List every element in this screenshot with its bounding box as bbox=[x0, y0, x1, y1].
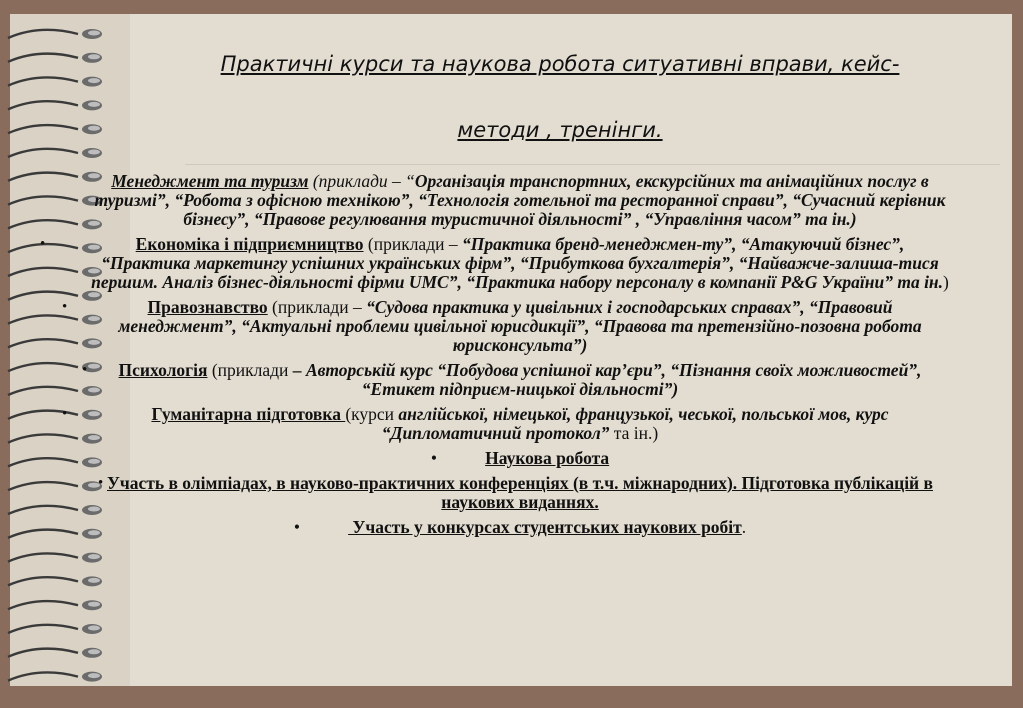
binding-hole-highlight bbox=[88, 554, 100, 559]
subject-research: Наукова робота bbox=[485, 448, 610, 468]
subject-economics: Економіка і підприємництво bbox=[135, 234, 364, 254]
list-item-research bbox=[90, 449, 950, 468]
subject-law: Правознавство bbox=[147, 297, 268, 317]
spiral-wire bbox=[8, 125, 78, 133]
bullet-icon: • bbox=[293, 517, 300, 537]
spiral-wire bbox=[8, 315, 78, 323]
bullet-icon: • bbox=[40, 236, 46, 252]
spiral-wire bbox=[8, 54, 78, 62]
binding-hole-highlight bbox=[88, 602, 100, 607]
binding-hole-highlight bbox=[88, 626, 100, 631]
subject-humanities: Гуманітарна підготовка bbox=[151, 404, 346, 424]
spiral-wire bbox=[8, 292, 78, 300]
bullet-icon: • bbox=[62, 406, 68, 422]
list-item-law: • Правознавство (приклади – “Судова практика у цивільних і господарських справах”, “Правовий менеджмент”, “Актуальні проблеми цивільної юрисдикції”, “Правова та претензійно-позовна робота юрисконсульта”) bbox=[62, 297, 922, 355]
spiral-wire bbox=[8, 77, 78, 85]
spiral-wire bbox=[8, 387, 78, 395]
spiral-wire bbox=[8, 553, 78, 561]
bullet-icon: • bbox=[62, 299, 68, 315]
spiral-wire bbox=[8, 30, 78, 38]
list-item-humanities: • Гуманітарна підготовка (курси англійської, німецької, французької, чеської, польської мов, курс “Дипломатичний протокол” та ін.) bbox=[62, 404, 889, 443]
spiral-wire bbox=[8, 196, 78, 204]
list-item-competitions: • Участь у конкурсах студентських наукових робіт. bbox=[293, 517, 747, 537]
slide-title-line-2: методи , тренінги. bbox=[457, 118, 663, 142]
list-item-management: Менеджмент та туризм (приклади – “Організація транспортних, екскурсійних та анімаційних послуг в туризмі”, “Робота з офісною технікою”, “Технологія готельної та ресторанної справи”, “Сучасний керівник бізнесу”, “Правове регулювання туристичної діяльності” , “Управління часом” та ін.) bbox=[94, 171, 946, 229]
bullet-icon: • bbox=[430, 448, 437, 468]
binding-hole-highlight bbox=[88, 649, 100, 654]
spiral-wire bbox=[8, 173, 78, 181]
spiral-wire bbox=[8, 268, 78, 276]
spiral-wire bbox=[8, 101, 78, 109]
list-item-psychology: • Психологія (приклади – Авторськiй курс “Побудова успішної кар’єри”, “Пізнання своїх можливостей”, “Етикет підприєм-ницької діяльності”) bbox=[82, 360, 922, 399]
bullet-icon: • bbox=[82, 362, 88, 378]
subject-competitions: Участь у конкурсах студентських наукових робіт bbox=[348, 517, 742, 537]
spiral-wire bbox=[8, 411, 78, 419]
spiral-wire bbox=[8, 506, 78, 514]
spiral-wire bbox=[8, 672, 78, 680]
subject-olympiads: Участь в олімпіадах, в науково-практичних конференціях (в т.ч. міжнародних). Підготовка публікацій в наукових виданнях. bbox=[107, 473, 933, 512]
spiral-wire bbox=[8, 149, 78, 157]
binding-hole-highlight bbox=[88, 31, 100, 36]
binding-hole-highlight bbox=[88, 54, 100, 59]
spiral-wire bbox=[8, 530, 78, 538]
binding-hole-highlight bbox=[88, 673, 100, 678]
spiral-wire bbox=[8, 601, 78, 609]
binding-hole-highlight bbox=[88, 150, 100, 155]
binding-hole-highlight bbox=[88, 102, 100, 107]
spiral-wire bbox=[8, 649, 78, 657]
bullet-icon: • bbox=[98, 475, 104, 491]
binding-hole-highlight bbox=[88, 126, 100, 131]
subject-management: Менеджмент та туризм bbox=[111, 171, 309, 191]
spiral-wire bbox=[8, 363, 78, 371]
spiral-wire bbox=[8, 625, 78, 633]
list-item-olympiads bbox=[90, 474, 950, 512]
list-item-economics: • Економіка і підприємництво (приклади – “Практика бренд-менеджмен-ту”, “Атакуючий бізнес”, “Практика маркетингу успішних українських фірм”, “Прибуткова бухгалтерія”, “Найважче-залиша-тися першим. Аналіз бізнес-діяльності фірми UMC”, “Практика набору персоналу в компанії P&G України” та ін.) bbox=[40, 234, 949, 292]
spiral-wire bbox=[8, 482, 78, 490]
spiral-wire bbox=[8, 339, 78, 347]
binding-hole-highlight bbox=[88, 78, 100, 83]
spiral-wire bbox=[8, 434, 78, 442]
spiral-wire bbox=[8, 220, 78, 228]
binding-hole-highlight bbox=[88, 578, 100, 583]
course-list bbox=[40, 170, 950, 543]
subject-psychology: Психологія bbox=[118, 360, 208, 380]
title-divider bbox=[185, 164, 1000, 165]
slide-title-line-1: Практичні курси та наукова робота ситуативні вправи, кейс- bbox=[220, 52, 900, 76]
spiral-wire bbox=[8, 458, 78, 466]
spiral-wire bbox=[8, 577, 78, 585]
